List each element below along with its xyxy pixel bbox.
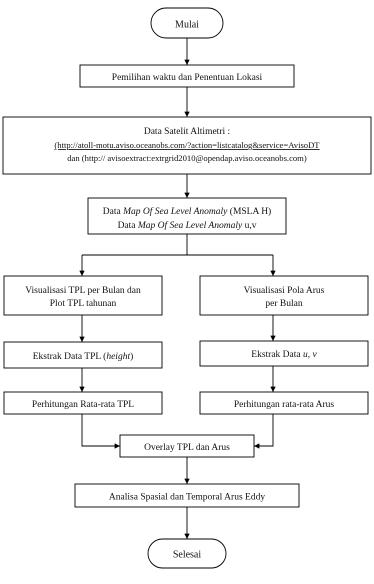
right-perhitungan-box — [200, 392, 368, 414]
right-visualisasi-line-1: Visualisasi Pola Arus — [243, 286, 325, 296]
msla-line2-suffix: u,v — [242, 221, 257, 231]
pemilihan-label: Pemilihan waktu dan Penentuan Lokasi — [111, 73, 263, 83]
satellite-data-title: Data Satelit Altimetri : — [143, 127, 231, 137]
left-visualisasi-line-2: Plot TPL tahunan — [49, 299, 117, 309]
left-ekstrak-label — [33, 351, 134, 362]
msla-data-box — [88, 198, 286, 234]
right-perhitungan-label: Perhitungan rata-rata Arus — [233, 400, 335, 410]
left-ekstrak-italic: height — [106, 352, 131, 362]
right-ekstrak-prefix: Ekstrak Data — [251, 350, 303, 360]
msla-line1-suffix: (MSLA H) — [227, 207, 272, 217]
right-ekstrak-italic: u, v — [302, 350, 317, 360]
right-visualisasi-line-2: per Bulan — [265, 299, 303, 309]
msla-line2-italic: Map Of Sea Level Anomaly — [137, 221, 243, 231]
msla-data-line-1 — [103, 206, 271, 217]
left-perhitungan-label: Perhitungan Rata-rata TPL — [31, 400, 135, 410]
msla-data-line-2 — [118, 220, 257, 231]
satellite-data-box — [3, 117, 371, 174]
arrow-left-to-overlay — [82, 414, 120, 446]
arrow-right-to-overlay — [254, 414, 273, 446]
msla-line2-prefix: Data — [117, 221, 138, 231]
left-ekstrak-suffix: ) — [130, 352, 134, 362]
analisa-box — [75, 484, 299, 507]
pemilihan-box — [80, 65, 294, 87]
msla-line1-italic: Map Of Sea Level Anomaly — [123, 207, 228, 217]
satellite-data-source-2: dan (http:// avisoextract:extrgrid2010@opendap.aviso.oceanobs.com) — [67, 153, 307, 163]
left-ekstrak-prefix: Ekstrak Data TPL ( — [32, 352, 107, 362]
left-perhitungan-box — [4, 392, 162, 414]
overlay-label: Overlay TPL dan Arus — [144, 443, 230, 453]
analisa-label: Analisa Spasial dan Temporal Arus Eddy — [108, 492, 266, 503]
left-visualisasi-box — [4, 276, 162, 315]
start-label: Mulai — [175, 19, 199, 31]
right-visualisasi-box — [200, 276, 368, 315]
satellite-data-source-1: (http://atoll-motu.aviso.oceanobs.com/?action=listcatalog&service=AvisoDT — [54, 140, 320, 150]
end-label: Selesai — [172, 549, 202, 561]
overlay-box — [120, 435, 254, 457]
right-ekstrak-box — [200, 341, 368, 366]
left-ekstrak-box — [4, 342, 162, 368]
start-terminal — [151, 8, 223, 38]
right-ekstrak-label — [251, 350, 317, 360]
left-visualisasi-line-1: Visualisasi TPL per Bulan dan — [25, 286, 141, 296]
end-terminal — [148, 539, 226, 568]
msla-line1-prefix: Data — [102, 207, 124, 217]
